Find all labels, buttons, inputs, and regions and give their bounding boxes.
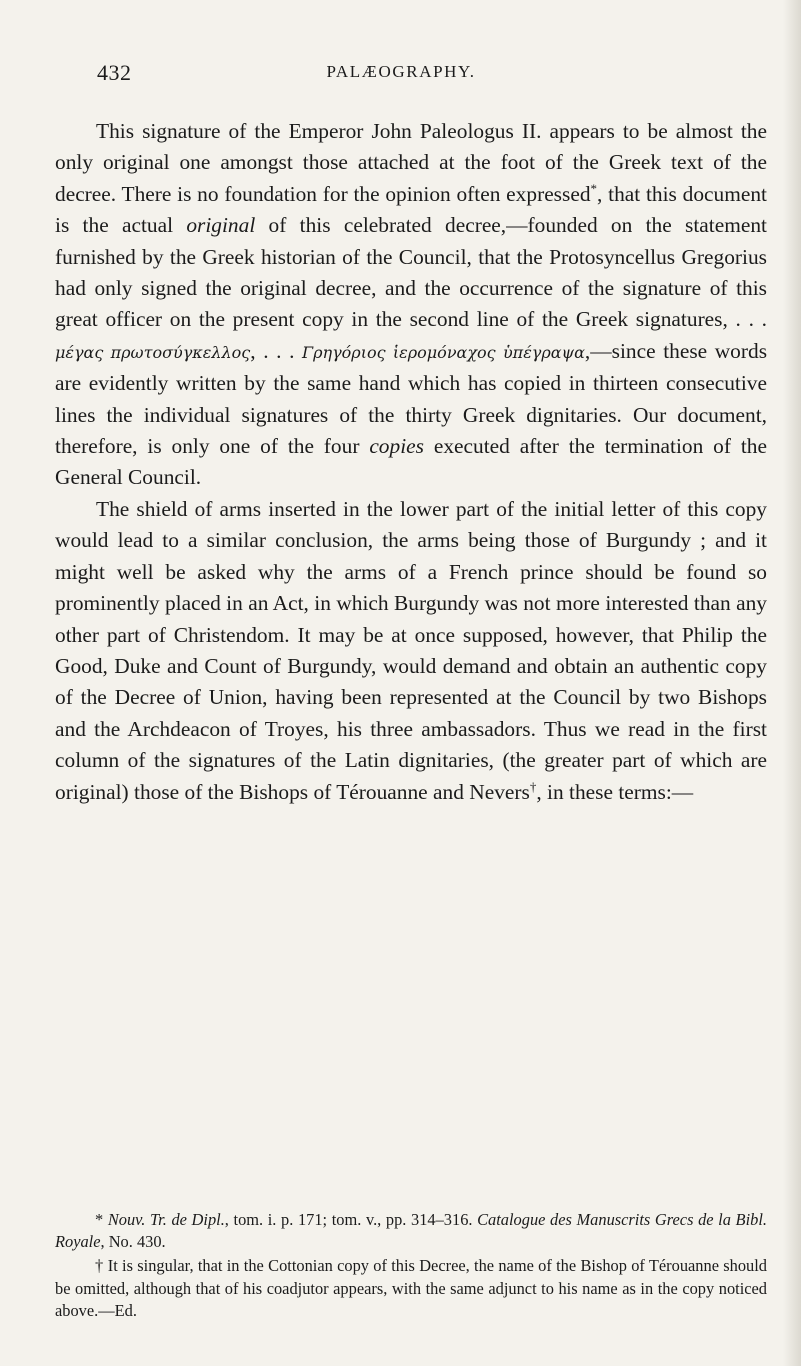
text-run: ,—since these words are evidently written by the same hand which has copied in thirteen consecutive lines the individual signatures of the thirty Greek dignitaries. Our document, therefore, is only one of the four	[55, 338, 768, 459]
text-run: It is singular, that in the Cottonian copy of this Decree, the name of the Bishop of Térouanne should be omitted, although that of his coadjutor appears, with the same adjunct to his name as in the copy noticed above.—Ed.	[55, 1256, 767, 1320]
text-run: , in these terms:—	[536, 779, 694, 804]
text-run: , No. 430.	[100, 1232, 166, 1252]
footnote-asterisk	[55, 1209, 767, 1253]
paragraph-emperor-signature	[55, 116, 767, 494]
footnote-dagger	[55, 1255, 767, 1322]
page-edge-shadow	[783, 0, 801, 1366]
text-run: The shield of arms inserted in the lower part of the initial letter of this copy would lead to a similar conclusion, the arms being those of Burgundy ; and it might well be asked why the arms of a French prince should be found so prominently placed in an Act, in which Burgundy was not more interested than any other part of Christendom. It may be at once supposed, however, that Philip the Good, Duke and Count of Burgundy, would demand and obtain an authentic copy of the Decree of Union, having been represented at the Council by two Bishops and the Archdeacon of Troyes, his three ambassadors. Thus we read in the first column of the signatures of the Latin dignitaries, (the greater part of which are original) those of the Bishops of Térouanne and Nevers	[55, 496, 767, 804]
paragraph-shield-of-arms	[55, 494, 767, 808]
italic-copies: copies	[369, 434, 424, 459]
text-run: , that this document is the actual	[55, 181, 767, 238]
greek-signature-phrase: Γρηγόριος ἱερομόναχος ὑπέγραψα	[302, 342, 585, 362]
footnote-mark: *	[95, 1210, 104, 1229]
text-run: This signature of the Emperor John Paleologus II. appears to be almost the only original one amongst those attached at the foot of the Greek text of the decree. There is no foundation for the opinion often expressed	[55, 119, 767, 206]
italic-original: original	[186, 213, 256, 238]
footnote-catalogue: Catalogue des Manuscrits Grecs de la Bibl. Royale	[55, 1210, 767, 1252]
page-number: 432	[97, 60, 132, 85]
footnotes	[55, 1209, 767, 1324]
text-run: , tom. i. p. 171; tom. v., pp. 314–316.	[224, 1210, 478, 1229]
text-run: of this celebrated decree,—founded on the statement furnished by the Greek historian of the Council, that the Protosyncellus Gregorius had only signed the original decree, and the occurrence of the signature of this great officer on the present copy in the second line of the Greek signatures, . . .	[55, 213, 767, 332]
text-run: , . . .	[250, 338, 302, 363]
footnote-ref-dagger: †	[529, 778, 537, 794]
footnote-mark: †	[95, 1256, 104, 1276]
footnote-ref-asterisk: *	[590, 180, 598, 196]
text-run: executed after the termination of the General Council.	[55, 434, 767, 490]
body-text	[55, 116, 767, 808]
greek-title-phrase: μέγας πρωτοσύγκελλος	[55, 342, 251, 362]
running-title: PALÆOGRAPHY.	[326, 62, 476, 81]
running-head	[97, 60, 705, 90]
footnote-citation: Nouv. Tr. de Dipl.	[107, 1210, 225, 1229]
